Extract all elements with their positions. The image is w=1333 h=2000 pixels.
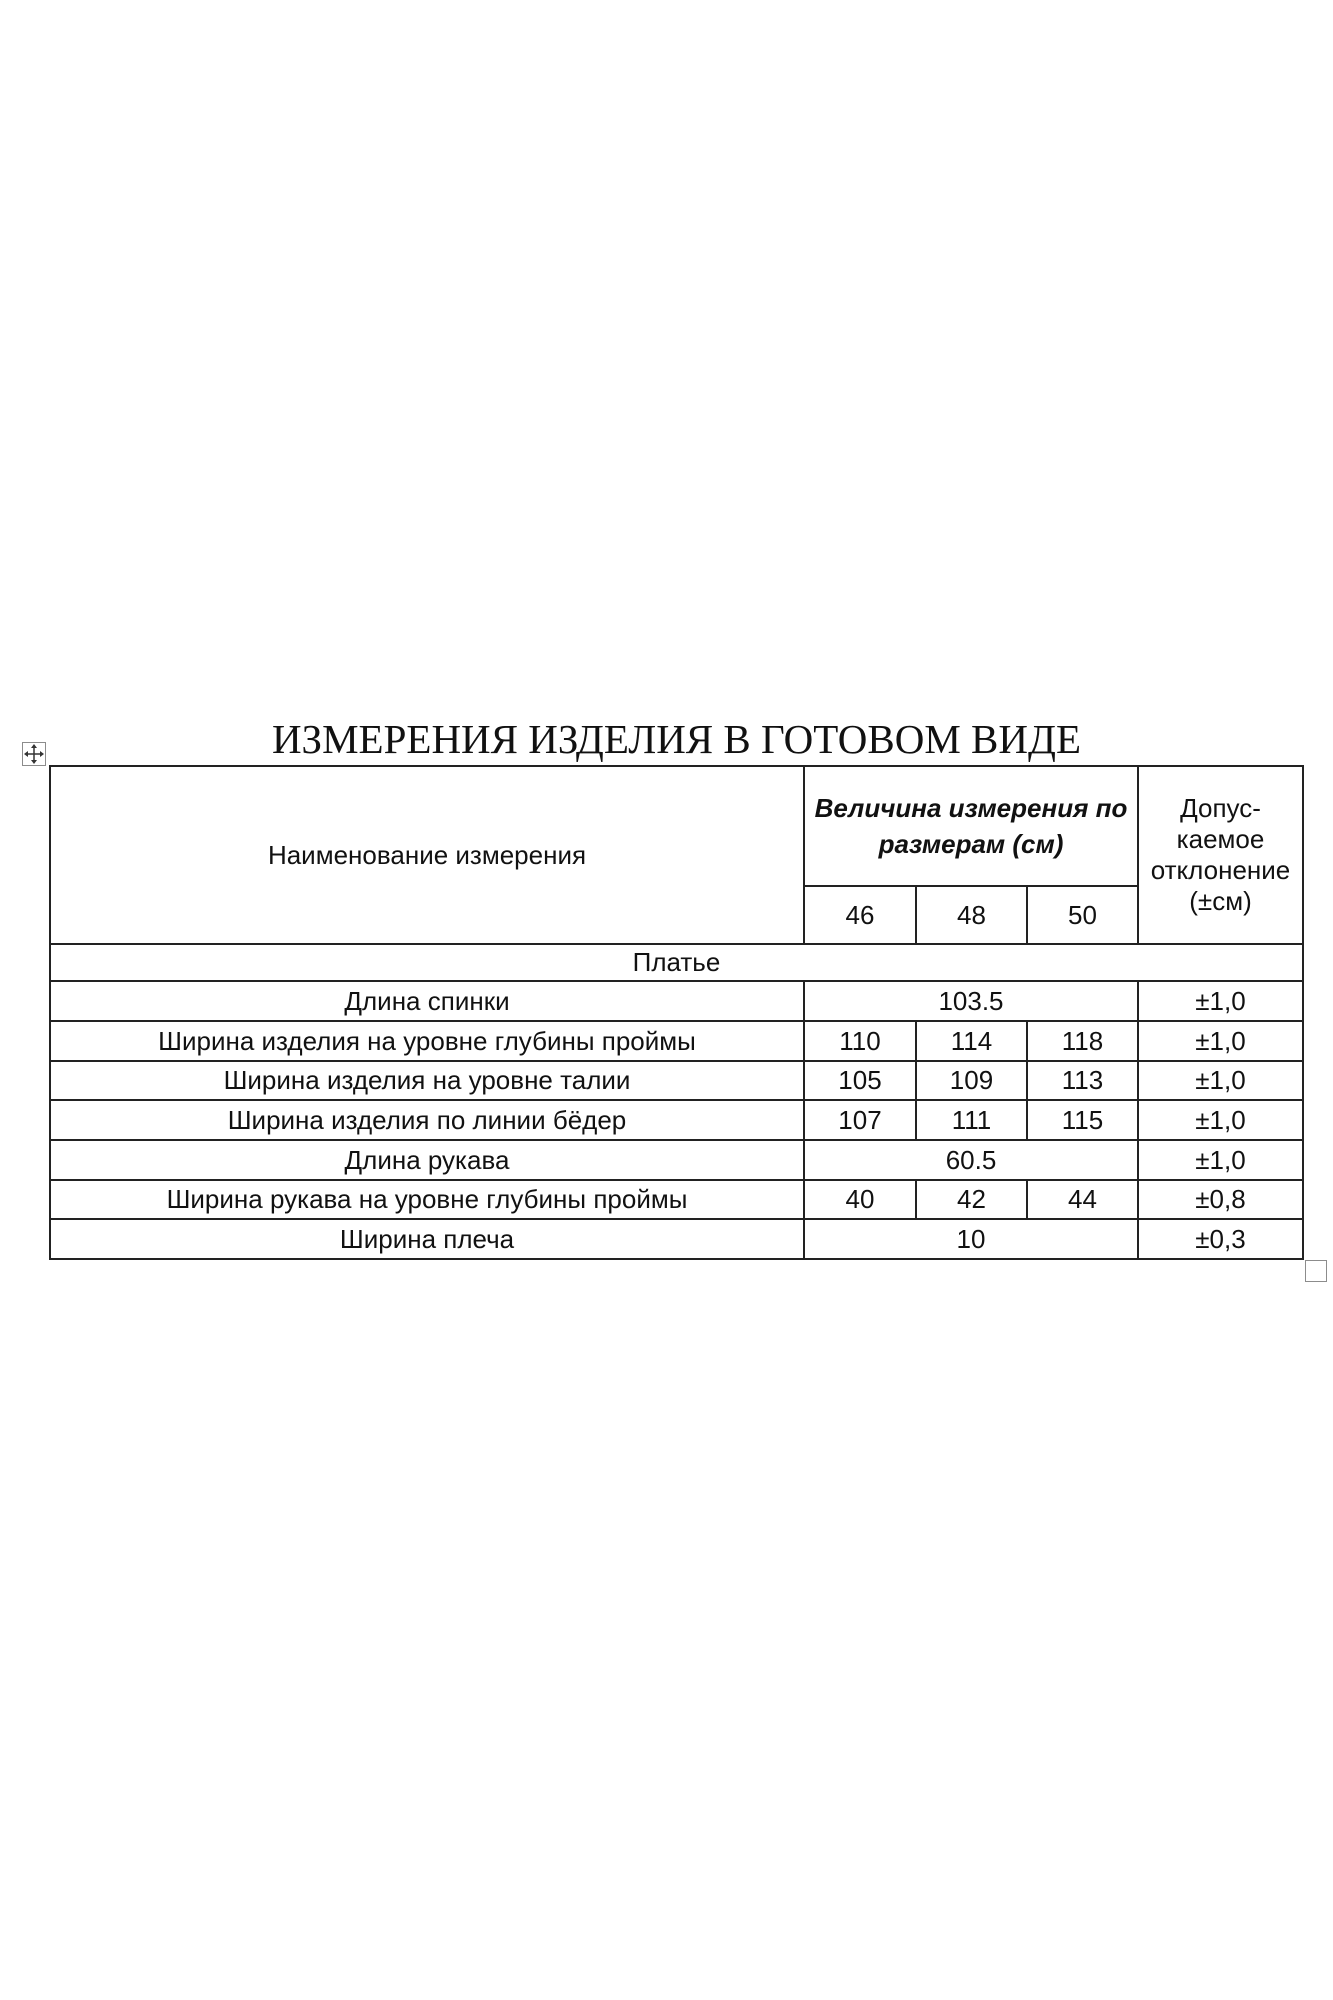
measurement-value: 103.5 — [804, 981, 1138, 1021]
tolerance-header-line: Допус- — [1180, 793, 1261, 823]
tolerance-value: ±1,0 — [1138, 1140, 1303, 1180]
tolerance-value: ±1,0 — [1138, 1061, 1303, 1100]
size-header-48: 48 — [916, 886, 1027, 944]
section-row — [50, 944, 1303, 981]
section-title: Платье — [50, 944, 1303, 981]
table-row — [50, 981, 1303, 1021]
table-move-handle[interactable] — [22, 742, 46, 766]
measurement-value: 114 — [916, 1021, 1027, 1061]
measurement-value: 107 — [804, 1100, 916, 1140]
measurement-value: 118 — [1027, 1021, 1138, 1061]
tolerance-value: ±0,3 — [1138, 1219, 1303, 1259]
measurement-name: Ширина изделия на уровне глубины проймы — [50, 1021, 804, 1061]
measurement-name: Ширина плеча — [50, 1219, 804, 1259]
tolerance-header-line: отклонение — [1150, 855, 1291, 885]
measurement-value: 111 — [916, 1100, 1027, 1140]
measurement-name: Ширина рукава на уровне глубины проймы — [50, 1180, 804, 1219]
parameter-column-header: Наименование измерения — [50, 766, 804, 944]
measurement-value: 42 — [916, 1180, 1027, 1219]
measurement-value: 10 — [804, 1219, 1138, 1259]
size-group-header: Величина измерения по размерам (см) — [804, 766, 1138, 886]
tolerance-value: ±0,8 — [1138, 1180, 1303, 1219]
table-row — [50, 1219, 1303, 1259]
measurement-name: Ширина изделия по линии бёдер — [50, 1100, 804, 1140]
measurement-value: 110 — [804, 1021, 916, 1061]
measurement-name: Длина рукава — [50, 1140, 804, 1180]
measurement-value: 115 — [1027, 1100, 1138, 1140]
measurement-name: Ширина изделия на уровне талии — [50, 1061, 804, 1100]
tolerance-value: ±1,0 — [1138, 1021, 1303, 1061]
measurement-value: 113 — [1027, 1061, 1138, 1100]
tolerance-value: ±1,0 — [1138, 981, 1303, 1021]
table-header-row — [50, 766, 1303, 886]
table-row — [50, 1061, 1303, 1100]
measurement-value: 40 — [804, 1180, 916, 1219]
table-row — [50, 1180, 1303, 1219]
measurement-name: Длина спинки — [50, 981, 804, 1021]
size-header-46: 46 — [804, 886, 916, 944]
measurement-value: 44 — [1027, 1180, 1138, 1219]
table-row — [50, 1100, 1303, 1140]
measurement-value: 109 — [916, 1061, 1027, 1100]
tolerance-header-line: каемое — [1176, 824, 1265, 854]
document-title: ИЗМЕРЕНИЯ ИЗДЕЛИЯ В ГОТОВОМ ВИДЕ — [271, 716, 1082, 762]
size-header-50: 50 — [1027, 886, 1138, 944]
table-row — [50, 1021, 1303, 1061]
table-row — [50, 1140, 1303, 1180]
table-resize-handle[interactable] — [1305, 1260, 1327, 1282]
tolerance-value: ±1,0 — [1138, 1100, 1303, 1140]
tolerance-header-line: (±см) — [1189, 886, 1252, 916]
tolerance-column-header — [1138, 766, 1303, 944]
move-arrows-icon — [23, 743, 45, 765]
measurements-table — [49, 765, 1304, 1260]
measurement-value: 60.5 — [804, 1140, 1138, 1180]
measurement-value: 105 — [804, 1061, 916, 1100]
